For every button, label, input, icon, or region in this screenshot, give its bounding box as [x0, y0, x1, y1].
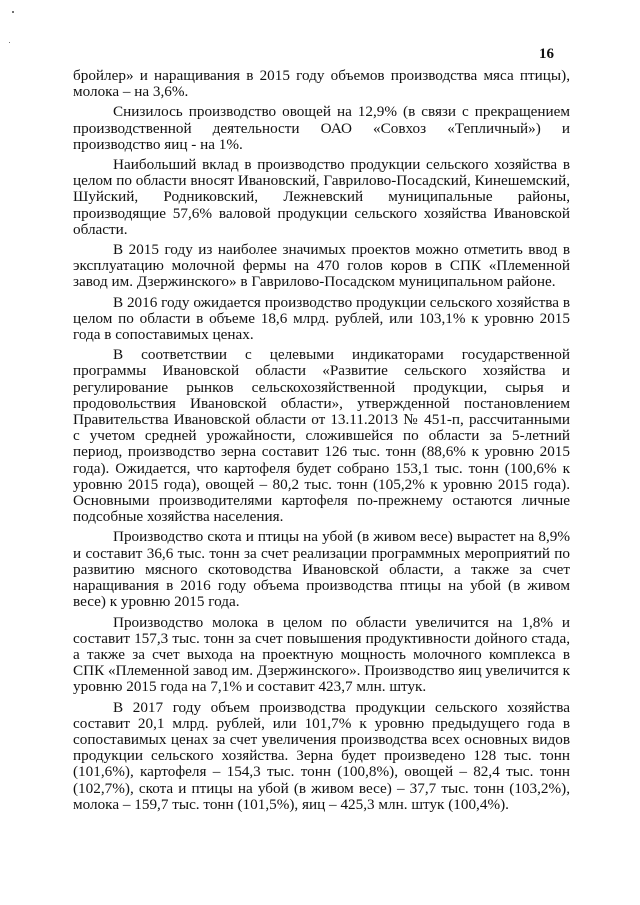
paragraph-9: В 2017 году объем производства продукции сельского хозяйства составит 20,1 млрд. рублей, или 101,7% к уровню предыдущего года в сопоставимых ценах за счет увеличения производства всех основных видов продукции сельского хозяйства. Зерна будет произведено 128 тыс. тонн (101,6%), картофеля – 154,3 тыс. тонн (100,8%), овощей – 82,4 тыс. тонн (102,7%), скота и птицы на убой (в живом весе) – 37,7 тыс. тонн (103,2%), молока – 159,7 тыс. тонн (101,5%), яиц – 425,3 млн. штук (100,4%).	[73, 698, 570, 813]
paragraph-4: В 2015 году из наиболее значимых проектов можно отметить ввод в эксплуатацию молочной фермы на 470 голов коров в СПК «Племенной завод им. Дзержинского» в Гаврилово-Посадском муниципальном районе.	[73, 241, 570, 291]
paragraph-3: Наибольший вклад в производство продукции сельского хозяйства в целом по области вносят Ивановский, Гаврилово-Посадский, Кинешемский, Шуйский, Родниковский, Лежневский муниципальные районы, производящие 57,6% валовой продукции сельского хозяйства Ивановской области.	[73, 156, 570, 238]
paragraph-5: В 2016 году ожидается производство продукции сельского хозяйства в целом по области в объеме 18,6 млрд. рублей, или 103,1% к уровню 2015 года в сопоставимых ценах.	[73, 293, 570, 344]
scan-speck	[9, 42, 10, 43]
paragraph-1: бройлер» и наращивания в 2015 году объемов производства мяса птицы), молока – на 3,6%.	[73, 67, 570, 101]
paragraph-7: Производство скота и птицы на убой (в живом весе) вырастет на 8,9% и составит 36,6 тыс. тонн за счет реализации программных мероприятий по развитию мясного скотоводства Ивановской области, а также за счет наращивания в 2016 году объема производства птицы на убой (в живом весе) к уровню 2015 года.	[73, 528, 570, 611]
document-body	[73, 68, 570, 817]
paragraph-8: Производство молока в целом по области увеличится на 1,8% и составит 157,3 тыс. тонн за счет повышения продуктивности дойного стада, а также за счет выхода на проектную мощность молочного комплекса в СПК «Племенной завод им. Дзержинского». Производство яиц увеличится к уровню 2015 года на 7,1% и составит 423,7 млн. штук.	[73, 613, 570, 696]
page-number: 16	[539, 46, 554, 62]
paragraph-2: Снизилось производство овощей на 12,9% (в связи с прекращением производственной деятельности ОАО «Совхоз «Тепличный») и производство яиц - на 1%.	[73, 103, 570, 153]
paragraph-6: В соответствии с целевыми индикаторами государственной программы Ивановской области «Развитие сельского хозяйства и регулирование рынков сельскохозяйственной продукции, сырья и продовольствия Ивановской области», утвержденной постановлением Правительства Ивановской области от 13.11.2013 № 451-п, рассчитанными с учетом средней урожайности, сложившейся по области за 5-летний период, производство зерна составит 126 тыс. тонн (88,6% к уровню 2015 года). Ожидается, что картофеля будет собрано 153,1 тыс. тонн (100,6% к уровню 2015 года), овощей – 80,2 тыс. тонн (105,2% к уровню 2015 года). Основными производителями картофеля по-прежнему остаются личные подсобные хозяйства населения.	[73, 346, 570, 526]
scan-speck	[12, 11, 14, 13]
